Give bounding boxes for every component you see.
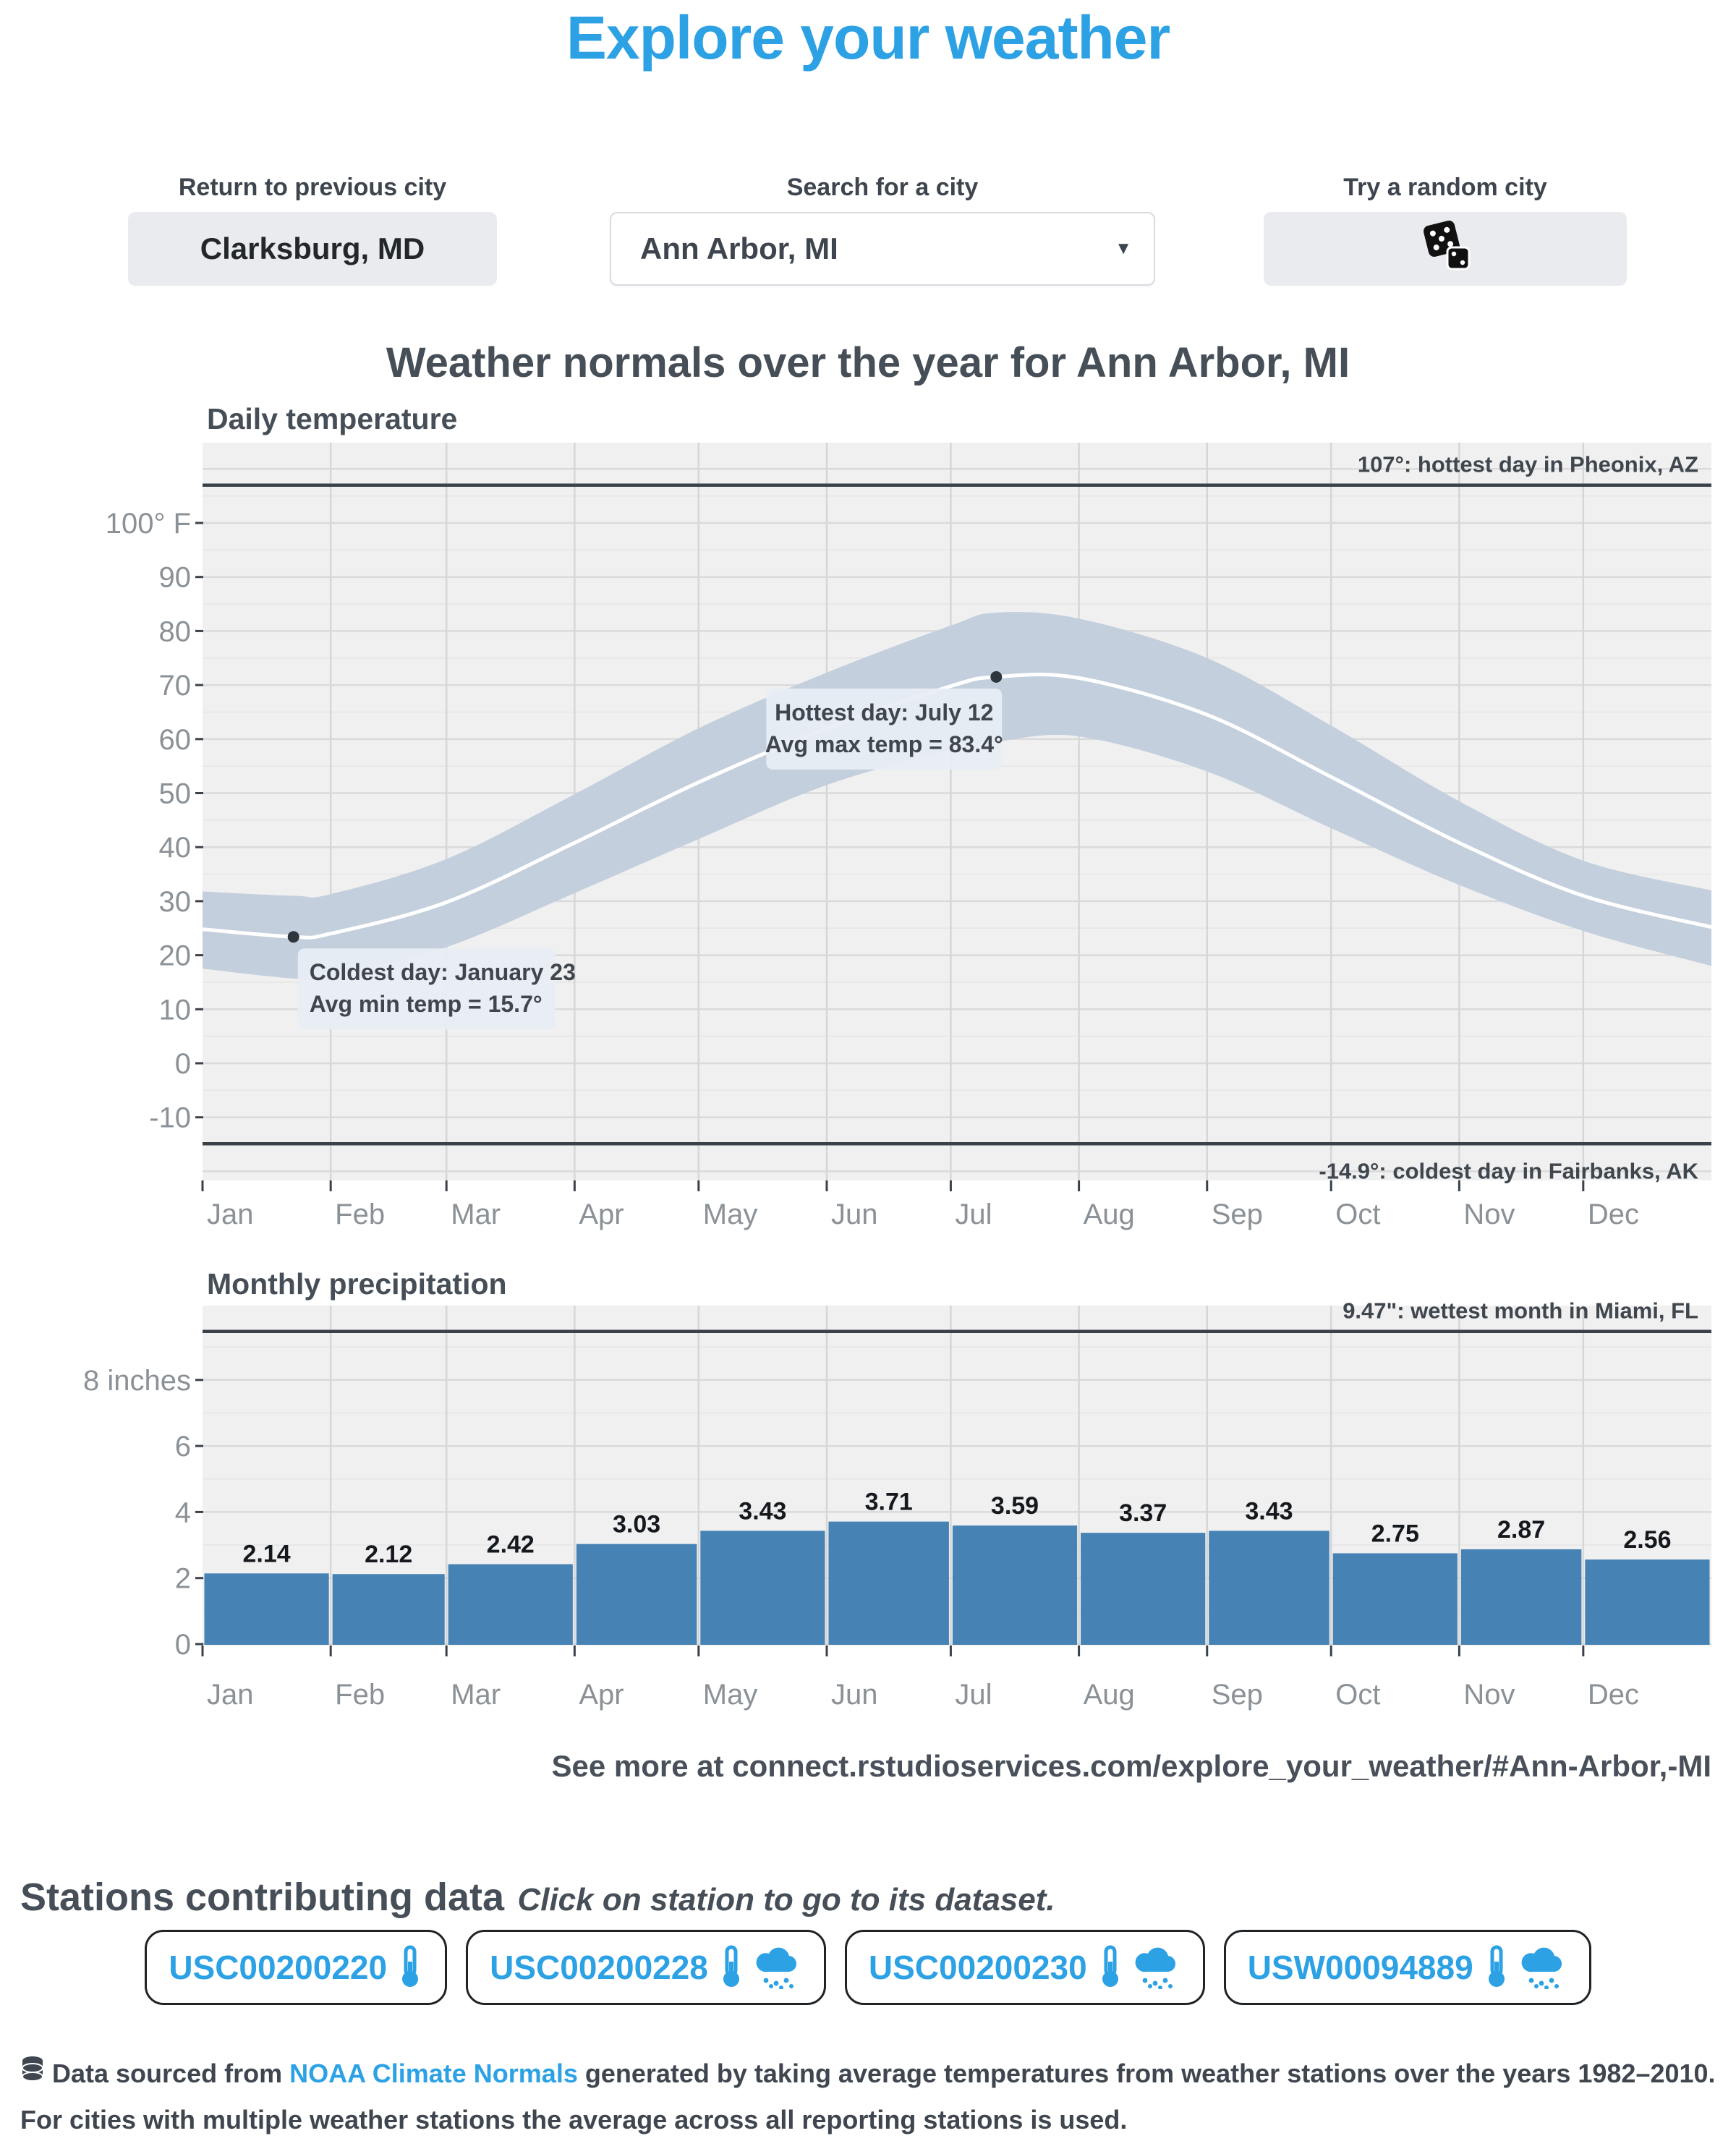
svg-text:8 inches: 8 inches [83,1364,191,1397]
svg-text:0: 0 [174,1629,191,1661]
noaa-link[interactable]: NOAA Climate Normals [289,2059,578,2088]
svg-text:Jul: Jul [955,1199,992,1230]
previous-city-button[interactable] [128,212,497,286]
stations-title: Stations contributing data [20,1876,504,1919]
thermometer-icon [1484,1944,1510,1991]
svg-text:100° F: 100° F [105,508,191,540]
svg-text:3.71: 3.71 [864,1488,913,1516]
temperature-chart [0,441,1736,1237]
svg-text:Jan: Jan [207,1199,254,1230]
svg-text:Oct: Oct [1335,1199,1381,1230]
svg-text:Aug: Aug [1083,1679,1135,1711]
search-city-label: Search for a city [786,174,979,201]
station-button[interactable] [845,1930,1205,2005]
svg-text:Apr: Apr [579,1679,624,1711]
temperature-chart-title: Daily temperature [207,402,458,435]
svg-text:60: 60 [158,723,191,756]
svg-text:Oct: Oct [1335,1679,1381,1711]
svg-text:Sep: Sep [1211,1679,1263,1711]
svg-text:Sep: Sep [1211,1199,1263,1230]
svg-text:0: 0 [174,1048,191,1080]
svg-text:Jun: Jun [830,1679,878,1711]
thermometer-icon [718,1944,744,1991]
previous-city-value: Clarksburg, MD [200,231,425,265]
svg-text:Jun: Jun [830,1199,878,1230]
random-city-control [1264,174,1627,286]
rain-cloud-icon [754,1944,802,1991]
city-select[interactable] [610,212,1155,286]
previous-city-control [128,174,497,286]
station-id: USC00200220 [169,1949,388,1986]
svg-text:3.43: 3.43 [739,1497,787,1525]
station-id: USC00200228 [490,1949,708,1986]
see-more-caption: See more at connect.rstudioservices.com/explore_your_weather/#Ann-Arbor,-MI [551,1749,1711,1783]
svg-text:Avg max temp = 83.4°: Avg max temp = 83.4° [765,731,1003,757]
thermometer-icon [397,1944,423,1991]
svg-text:Nov: Nov [1463,1679,1515,1711]
station-id: USW00094889 [1247,1949,1473,1986]
footer-text-suffix: generated by taking average temperatures from weather stations over the years 1982–2010. For cities with multiple weather stations the average across all reporting stations is used. [20,2059,1716,2134]
svg-text:Feb: Feb [335,1679,386,1711]
previous-city-label: Return to previous city [178,174,447,201]
svg-text:50: 50 [158,778,191,810]
svg-text:Dec: Dec [1587,1199,1639,1230]
svg-text:10: 10 [158,994,191,1026]
svg-text:70: 70 [158,670,191,702]
precipitation-chart [0,1302,1736,1714]
rain-cloud-icon [1133,1944,1181,1991]
svg-text:May: May [702,1199,758,1230]
svg-text:3.43: 3.43 [1245,1497,1293,1525]
svg-text:90: 90 [158,561,191,594]
svg-text:20: 20 [158,940,191,972]
thermometer-icon [1097,1944,1123,1991]
svg-text:9.47": wettest month in Miami,: 9.47": wettest month in Miami, FL [1343,1302,1698,1324]
svg-text:3.03: 3.03 [612,1510,661,1538]
svg-text:Apr: Apr [579,1199,624,1230]
svg-text:Avg min temp = 15.7°: Avg min temp = 15.7° [309,991,542,1018]
chevron-down-icon: ▼ [1115,239,1132,258]
svg-text:2.87: 2.87 [1497,1515,1546,1544]
svg-text:80: 80 [158,616,191,648]
svg-text:2.42: 2.42 [486,1531,535,1559]
footer-text-prefix: Data sourced from [52,2059,290,2088]
data-source-footer [20,2053,1716,2141]
svg-text:Mar: Mar [451,1199,501,1230]
svg-text:Feb: Feb [335,1199,386,1230]
svg-text:2.75: 2.75 [1371,1520,1419,1548]
svg-text:40: 40 [158,832,191,864]
svg-text:Jan: Jan [207,1679,254,1711]
svg-text:Dec: Dec [1587,1679,1639,1711]
svg-text:Coldest day: January 23: Coldest day: January 23 [309,959,576,986]
search-city-control [610,174,1155,286]
svg-text:2.12: 2.12 [365,1541,413,1569]
random-city-label: Try a random city [1343,174,1547,201]
station-button[interactable] [466,1930,826,2005]
svg-text:Mar: Mar [451,1679,501,1711]
svg-text:4: 4 [174,1497,191,1529]
svg-text:May: May [702,1679,758,1711]
dice-icon [1417,217,1473,281]
station-button[interactable] [1224,1930,1591,2005]
svg-text:6: 6 [174,1431,191,1463]
station-id: USC00200230 [868,1949,1087,1986]
database-icon [20,2055,45,2099]
stations-heading [20,1875,1716,1920]
svg-text:3.37: 3.37 [1119,1499,1167,1528]
svg-text:-10: -10 [149,1102,191,1134]
station-button-row [0,1930,1736,2005]
precipitation-chart-title: Monthly precipitation [207,1267,507,1301]
city-select-value: Ann Arbor, MI [640,231,838,265]
svg-text:Hottest day: July 12: Hottest day: July 12 [775,699,994,725]
stations-note: Click on station to go to its dataset. [517,1882,1055,1917]
svg-text:2.14: 2.14 [242,1540,291,1568]
rain-cloud-icon [1520,1944,1567,1991]
page-title: Explore your weather [566,4,1170,72]
svg-text:Jul: Jul [955,1679,992,1711]
svg-text:2: 2 [174,1562,191,1595]
weather-normals-title: Weather normals over the year for Ann Arbor, MI [386,339,1350,386]
station-button[interactable] [145,1930,447,2005]
svg-text:Nov: Nov [1463,1199,1515,1230]
controls-row [0,174,1736,297]
svg-text:2.56: 2.56 [1623,1526,1672,1554]
svg-text:Aug: Aug [1083,1199,1135,1230]
svg-text:3.59: 3.59 [990,1492,1039,1520]
random-city-button[interactable] [1264,212,1627,286]
svg-text:107°: hottest day in Pheonix,: 107°: hottest day in Pheonix, AZ [1357,451,1698,477]
svg-text:-14.9°: coldest day in Fairban: -14.9°: coldest day in Fairbanks, AK [1319,1158,1698,1184]
svg-text:30: 30 [158,885,191,918]
